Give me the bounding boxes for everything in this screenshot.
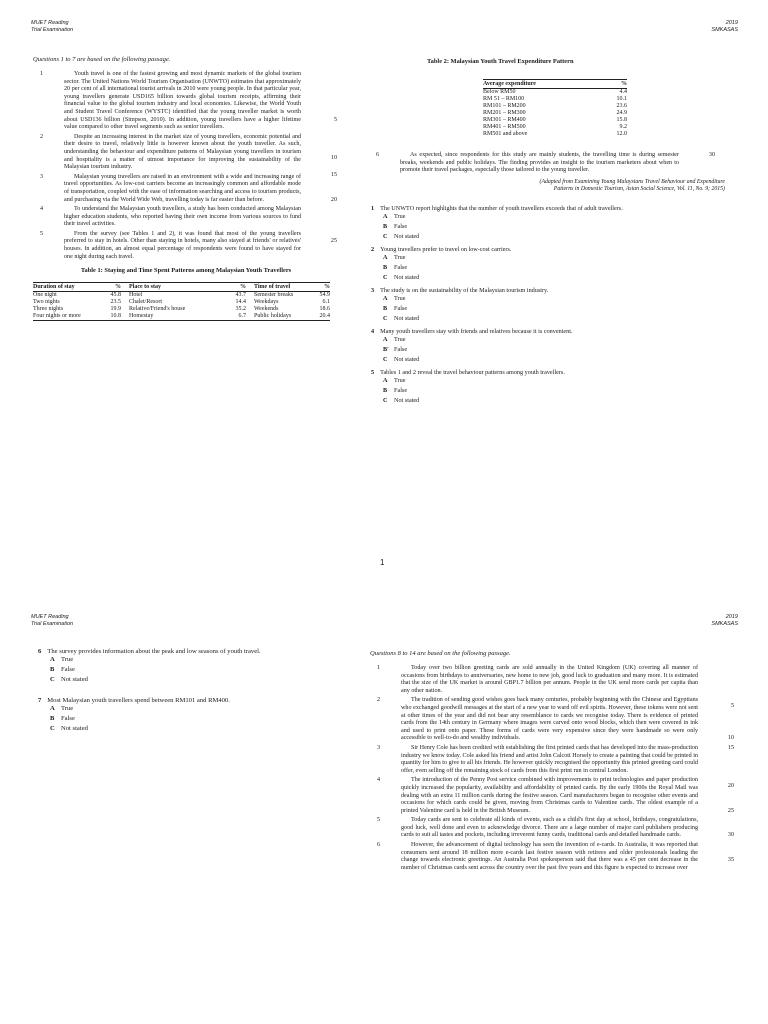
question-text: Young travellers prefer to travel on low-cost carriers. xyxy=(380,245,512,253)
answer-option[interactable] xyxy=(371,273,731,283)
question-text: The study is on the sustainability of the Malaysian tourism industry. xyxy=(380,286,549,294)
table-header-cell: Time of travel xyxy=(246,283,308,292)
paragraph-text: Malaysian young travellers are raised in an environment with a wide and increasing range of travel opportunities. As low-cost carriers become an increasingly common and affordable mode of transportation, coupled with the ease of information searching and access to tourism products, and purchasing via the World Wide Web, travelling today is far easier than before. xyxy=(64,173,301,203)
answer-option[interactable] xyxy=(371,212,731,222)
question-stem xyxy=(371,369,731,376)
option-text: False xyxy=(394,386,408,394)
table-cell: Below RM50 xyxy=(483,89,516,95)
line-number: 15 xyxy=(727,744,734,751)
option-letter: A xyxy=(383,335,388,343)
paragraph-text: Today over two billion greeting cards are sold annually in the United Kingdom (UK) covering all manner of occasions from birthdays to anniversaries, new home to new job, good luck to graduation and many more. It is estimated that the size of the UK market is around GBP1.7 billion per annum. People in the UK send more cards per capita than any other nation. xyxy=(401,665,698,694)
table-header-row xyxy=(483,80,627,89)
option-text: False xyxy=(61,715,75,722)
answer-option[interactable] xyxy=(38,675,338,685)
option-text: Not stated xyxy=(394,396,420,404)
answer-option[interactable] xyxy=(371,396,731,406)
paragraph-number: 5 xyxy=(40,230,44,237)
question-stem xyxy=(38,648,338,655)
question-stem xyxy=(371,287,731,294)
table-row xyxy=(33,299,330,306)
option-text: True xyxy=(394,294,406,302)
table-header-cell: Place to stay xyxy=(121,283,216,292)
table-cell: 24.9 xyxy=(616,110,627,116)
paragraph-number: 2 xyxy=(40,133,44,140)
table-cell: 19.9 xyxy=(110,306,121,313)
question-item xyxy=(371,369,731,406)
table-header-cell: % xyxy=(216,283,246,292)
answer-option[interactable] xyxy=(371,222,731,232)
option-letter: B xyxy=(50,715,55,722)
table-cell: 35.2 xyxy=(235,306,246,313)
table-cell: RM301 – RM400 xyxy=(483,117,526,123)
paragraph-text: Sir Henry Cole has been credited with establishing the first printed cards that has developed into the mass-production industry we know today. Cole asked his friend and artist John Calcott Horsely to create a painting that could be printed in quantity for him to give to all his friends. He however quickly recognised the opportunity this printed greeting card could offer, even selling off the remaining stock of cards from this first print run in central London. xyxy=(401,744,698,774)
question-number: 2 xyxy=(371,245,375,253)
passage-paragraph xyxy=(370,744,734,789)
header-right: 2019 SMKASAS xyxy=(711,614,738,627)
question-text: Tables 1 and 2 reveal the travel behaviour patterns among youth travellers. xyxy=(380,368,565,376)
paragraph-number: 1 xyxy=(377,665,381,671)
question-list xyxy=(38,648,338,746)
line-number: 20 xyxy=(330,196,337,203)
answer-option[interactable] xyxy=(38,665,338,675)
paragraph-number: 5 xyxy=(377,817,381,824)
table-cell: Weekdays xyxy=(254,299,279,306)
table-row xyxy=(483,117,627,124)
questions-intro: Questions 8 to 14 are based on the following passage. xyxy=(370,650,511,657)
table-cell: Two nights xyxy=(33,299,60,306)
option-letter: C xyxy=(383,396,388,404)
exam-page-2 xyxy=(0,608,768,1024)
option-letter: A xyxy=(383,376,388,384)
passage-paragraph xyxy=(370,697,734,743)
option-letter: C xyxy=(383,232,388,240)
table-cell: 23.6 xyxy=(616,103,627,109)
paragraph-number: 1 xyxy=(40,71,44,77)
option-letter: A xyxy=(383,253,388,261)
option-letter: C xyxy=(383,355,388,363)
paragraph-text: Despite an increasing interest in the market size of young travellers, economic potential and their desire to travel, relatively little is however known about the youth traveller. As such, understanding the behaviour and expenditure patterns of Malaysian young travellers in tourism and hospitality is a matter of utmost importance for improving the sustainability of the Malaysian tourism industry. xyxy=(64,133,301,171)
table2 xyxy=(483,79,627,138)
question-stem xyxy=(38,697,338,704)
table2-title: Table 2: Malaysian Youth Travel Expenditure Pattern xyxy=(427,58,574,65)
table-cell: Three nights xyxy=(33,306,64,313)
option-letter: C xyxy=(383,314,388,322)
question-item xyxy=(38,648,338,685)
option-text: Not stated xyxy=(394,232,420,240)
answer-option[interactable] xyxy=(38,724,338,734)
table-header-cell: % xyxy=(579,80,627,89)
line-number: 25 xyxy=(330,238,337,245)
line-number: 20 xyxy=(727,782,734,789)
passage-paragraph xyxy=(33,206,301,229)
option-text: Not stated xyxy=(61,676,88,683)
line-number: 5 xyxy=(333,116,337,123)
table-cell: RM401 – RM500 xyxy=(483,124,526,130)
questions-intro: Questions 1 to 7 are based on the following passage. xyxy=(33,56,171,63)
table-cell: 9.2 xyxy=(619,124,627,130)
paragraph-text: Today cards are sent to celebrate all kinds of events, such as a child's first day at school, birthdays, congratulations, good luck, well done and even to acknowledge divorce. There are a large number of major card publishers producing cards to suit all tastes and pockets, including irreverent funny cards, traditional cards and detailed handmade cards. xyxy=(401,817,698,839)
table-cell: 10.1 xyxy=(616,96,627,102)
question-number: 4 xyxy=(371,327,375,335)
table-cell: 45.8 xyxy=(110,292,121,299)
table1-title: Table 1: Staying and Time Spent Patterns among Malaysian Youth Travellers xyxy=(80,267,292,275)
paragraph-number: 3 xyxy=(377,744,381,751)
question-text: Many youth travellers stay with friends and relatives because it is convenient. xyxy=(380,327,573,335)
question-number: 6 xyxy=(38,648,42,655)
option-letter: Bʹ xyxy=(383,345,389,353)
table-cell: 54.9 xyxy=(319,292,330,299)
option-text: True xyxy=(61,705,74,712)
option-letter: A xyxy=(383,212,388,220)
header-right: 2019 SMKASAS xyxy=(711,20,738,33)
answer-option[interactable] xyxy=(371,335,731,345)
option-text: True xyxy=(394,253,406,261)
table-cell: 14.4 xyxy=(235,299,246,306)
answer-option[interactable] xyxy=(38,704,338,714)
paragraph-number: 6 xyxy=(376,152,380,158)
table-cell: RM101 – RM200 xyxy=(483,103,526,109)
table-cell: RM201 – RM300 xyxy=(483,110,526,116)
option-letter: B xyxy=(383,222,388,230)
table-row xyxy=(483,124,627,131)
paragraph-number: 2 xyxy=(377,697,381,704)
line-number: 25 xyxy=(727,807,734,814)
table-cell: 6.7 xyxy=(216,313,246,321)
paragraph-text: As expected, since respondents for this study are mainly students, the travelling time is during semester breaks, weekends and public holidays. The finding provides an insight to the tourism marketers about when to promote their travel packages, especially those tailored to the young traveller. xyxy=(400,152,679,174)
table-cell: 12.0 xyxy=(616,131,627,137)
table-cell: 15.8 xyxy=(616,117,627,123)
option-letter: A xyxy=(50,656,55,663)
paragraph-number: 3 xyxy=(40,173,44,180)
question-number: 1 xyxy=(371,204,375,212)
question-stem xyxy=(371,328,731,335)
table-cell: Homestay xyxy=(121,313,216,321)
option-letter: B xyxy=(383,263,388,271)
option-letter: A xyxy=(50,705,55,712)
passage-column xyxy=(33,56,339,321)
question-number: 7 xyxy=(38,697,42,704)
paragraph-text: Youth travel is one of the fastest growing and most dynamic markets of the global tourism sector. The United Nations World Tourism Organisation (UNWTO) estimates that approximately 20 per cent of all international tourist arrivals in 2010 were young people. In that particular year, young travellers generate USD165 billion towards global tourism receipts, affirming their financial value to the global tourism industry and local economies. Likewise, the World Youth and Student Travel Conference (WYSTC) identified that the young traveller market is worth about USD136 billion (Simpson, 2010). In addition, young travellers have a higher lifetime value compared to other travel segments such as senior travellers. xyxy=(64,71,301,131)
answer-option[interactable] xyxy=(371,314,731,324)
table-row xyxy=(483,131,627,138)
paragraph-text: The tradition of sending good wishes goes back many centuries, probably beginning with the Chinese and Egyptians who exchanged goodwill messages at the start of a new year to ward off evil spirits. However, these tokens were not sent at other times of the year and did not bear any resemblance to cards we recognise today. There is evidence of printed cards from the 14th century in Germany where images were carved onto wood blocks, which then were covered in ink and used to print onto paper. These forms of cards were very expensive since they were handmade so were only accessible to well-to-do and wealthy individuals. xyxy=(401,697,698,742)
option-text: Not stated xyxy=(61,725,88,732)
paragraph-text: To understand the Malaysian youth travellers, a study has been conducted among Malaysian higher education students, who reported having their own income from various sources to fund their travel activities. xyxy=(64,206,301,228)
table-cell: Weekends xyxy=(254,306,279,313)
table-cell: 23.5 xyxy=(110,299,121,306)
answer-option[interactable] xyxy=(371,253,731,263)
passage xyxy=(370,665,734,872)
paragraph-number: 4 xyxy=(40,206,44,213)
table-cell: RM 51 – RM100 xyxy=(483,96,525,102)
option-text: False xyxy=(394,263,408,271)
question-stem xyxy=(371,205,731,212)
paragraph-number: 4 xyxy=(377,777,381,784)
option-text: False xyxy=(61,666,75,673)
option-text: False xyxy=(394,222,408,230)
source-citation: (Adapted from Examining Young Malaysians Travel Behaviour and Expenditure Patterns in Domestic Tourism, Asian Social Science, Vol. 11, No. 9; 2015) xyxy=(539,178,725,192)
option-text: Not stated xyxy=(394,355,420,363)
option-text: True xyxy=(394,376,406,384)
table-cell: Four nights or more xyxy=(33,313,93,321)
table-cell: 4.4 xyxy=(619,89,627,95)
option-text: True xyxy=(394,212,406,220)
option-letter: C xyxy=(50,676,55,683)
option-text: True xyxy=(61,656,74,663)
table-header-cell: % xyxy=(93,283,121,292)
page-gap xyxy=(0,580,768,608)
passage-paragraph xyxy=(370,817,734,840)
option-letter: C xyxy=(50,725,55,732)
line-number: 10 xyxy=(330,154,337,161)
header-left: MUET Reading Trial Examination xyxy=(31,614,74,627)
answer-option[interactable] xyxy=(371,355,731,365)
passage-column xyxy=(370,650,732,874)
table1 xyxy=(33,282,330,321)
question-number: 3 xyxy=(371,286,375,294)
table-header-cell: % xyxy=(308,283,330,292)
table-cell: Chalet/Resort xyxy=(129,299,162,306)
question-text: Most Malaysian youth travellers spend between RM101 and RM400. xyxy=(47,697,230,704)
header-left: MUET Reading Trial Examination xyxy=(31,20,74,33)
option-text: False xyxy=(394,304,408,312)
table-cell: 43.7 xyxy=(235,292,246,299)
line-number: 30 xyxy=(727,832,734,839)
question-text: The survey provides information about the peak and low seasons of youth travel. xyxy=(47,648,261,655)
question-item xyxy=(371,287,731,324)
line-number: 5 xyxy=(730,703,734,709)
answer-option[interactable] xyxy=(371,294,731,304)
answer-option[interactable] xyxy=(371,376,731,386)
paragraph-text: The introduction of the Penny Post service combined with improvements to print technologies and paper production quickly increased the popularity, availability and affordability of printed cards. By the early 1900s the Royal Mail was dealing with an extra 11 million cards during the festive season. Card manufacturers began to recognise other events and occasions for which cards could be given, moving from Christmas cards to Valentine cards. The oldest example of a printed Valentine card is held in the British Museum. xyxy=(401,777,698,814)
answer-option[interactable] xyxy=(371,386,731,396)
table-cell: Relative/Friend's house xyxy=(129,306,186,313)
answer-option[interactable] xyxy=(371,304,731,314)
paragraph-number: 6 xyxy=(377,842,381,849)
option-text: False xyxy=(394,345,408,353)
table-cell: 20.4 xyxy=(308,313,330,321)
question-item xyxy=(38,697,338,734)
answer-option[interactable] xyxy=(38,714,338,724)
table-row xyxy=(483,96,627,103)
paragraph-text: However, the advancement of digital technology has seen the invention of e-cards. In Australia, it was reported that consumers sent around 18 million more e-cards last festive season with retirees and older professionals leading the change towards electronic greetings. An Australia Post spokesperson said that there was a 45 per cent decrease in the number of Christmas cards sent across the country over the past five years and this figure is expected to increase over xyxy=(401,842,698,871)
option-letter: A xyxy=(383,294,388,302)
passage-paragraph xyxy=(370,665,734,709)
table-row xyxy=(483,89,627,97)
table-cell: 10.8 xyxy=(93,313,121,321)
table-row xyxy=(33,292,330,300)
question-stem xyxy=(371,246,731,253)
table-cell: 6.1 xyxy=(322,299,330,306)
table-cell: Public holidays xyxy=(246,313,308,321)
passage-paragraph-6 xyxy=(369,152,715,175)
line-number: 15 xyxy=(330,171,337,178)
table-row xyxy=(483,110,627,117)
passage-paragraph xyxy=(33,230,337,261)
answer-option[interactable] xyxy=(371,263,731,273)
table-cell: One night xyxy=(33,292,57,299)
line-number: 10 xyxy=(727,735,734,742)
right-column xyxy=(369,58,739,410)
table-header-row xyxy=(33,283,330,292)
question-number: 5 xyxy=(371,368,375,376)
option-text: Not stated xyxy=(394,273,420,281)
answer-option[interactable] xyxy=(38,655,338,665)
line-number: 30 xyxy=(708,152,715,158)
option-letter: B xyxy=(383,304,388,312)
option-letter: B xyxy=(383,386,388,394)
passage-paragraph xyxy=(370,842,734,872)
option-letter: C xyxy=(383,273,388,281)
table-header-cell: Duration of stay xyxy=(33,283,93,292)
table-cell: Hotel xyxy=(129,292,143,299)
question-item xyxy=(371,328,731,365)
table-header-cell: Average expenditure xyxy=(483,80,579,89)
page-number: 1 xyxy=(380,558,385,567)
paragraph-text: From the survey (see Tables 1 and 2), it was found that most of the young travellers preferred to stay in hotels. Other than staying in hotels, many also stayed at friends' or relatives' houses. In addition, an almost equal percentage of respondents were found to have stayed for one night during each travel. xyxy=(64,230,301,260)
answer-option[interactable] xyxy=(371,232,731,242)
question-text: The UNWTO report highlights that the number of youth travellers exceeds that of adult travellers. xyxy=(380,204,623,212)
question-item xyxy=(371,205,731,242)
option-letter: B xyxy=(50,666,55,673)
passage xyxy=(33,71,337,261)
table-row xyxy=(483,103,627,110)
question-list xyxy=(371,205,731,406)
table-row xyxy=(33,313,330,321)
option-text: True xyxy=(394,335,406,343)
table-cell: RM501 and above xyxy=(483,131,528,137)
table-row xyxy=(33,306,330,313)
option-text: Not stated xyxy=(394,314,420,322)
line-number: 35 xyxy=(727,857,734,864)
question-item xyxy=(371,246,731,283)
table-cell: 18.6 xyxy=(319,306,330,313)
answer-option[interactable] xyxy=(371,345,731,355)
table-cell: Semester breaks xyxy=(254,292,294,299)
